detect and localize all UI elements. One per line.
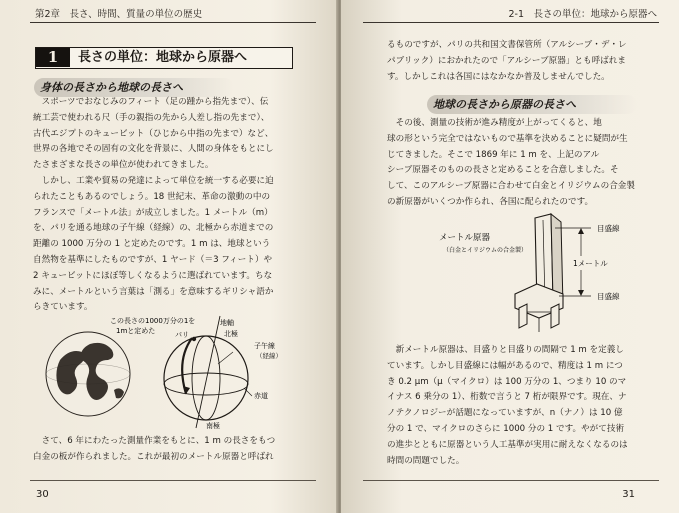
- text-line: 分の 1 で、マイクロのさらに 1000 分の 1 です。やがて技術: [387, 423, 625, 434]
- text-line: じてきました。そこで 1869 年に 1 m を、上記のアル: [387, 149, 600, 160]
- text-line: 球の形という完全ではないもので基準を決めることに疑問が生: [387, 133, 628, 144]
- text-line: 古代エジプトのキュービット（ひじから中指の先まで）など、: [33, 128, 274, 139]
- text-line: して、このアルシーブ原器に合わせて白金とイリジウムの合金製: [387, 181, 635, 192]
- page-number-right: 31: [622, 489, 635, 500]
- subheading-body-to-earth: 身体の長さから地球の長さへ: [34, 78, 234, 97]
- figure-subtitle-alloy: （白金とイリジウムの合金製）: [443, 247, 527, 254]
- label-one-meter: 1メートル: [573, 259, 608, 268]
- label-equator: 赤道: [254, 392, 268, 400]
- text-line: らきています。: [33, 302, 93, 313]
- text-line: さて、6 年にわたった測量作業をもとに、1 m の長さをもつ: [33, 436, 276, 446]
- text-line: イナス 6 乗分の 1）、桁数で言うと 7 桁が限界です。現在、ナ: [387, 392, 627, 403]
- header-rule-right: [363, 22, 659, 23]
- paragraph-precision-limits: [387, 343, 628, 469]
- paragraph-new-prototype: [387, 116, 635, 211]
- text-line: の進歩とともに原器という人工基準が実用に耐えなくなるのは: [387, 439, 628, 450]
- text-line: 統工芸で使われる尺（手の親指の先から人差し指の先まで）、: [33, 112, 270, 123]
- section-heading: [35, 47, 293, 69]
- text-line: みに、メートルという言葉は「測る」を意味するギリシャ語か: [33, 286, 274, 297]
- figure-note-line2: 1mと定めた: [116, 327, 156, 335]
- section-number: 1: [36, 48, 70, 67]
- page-number-left: 30: [36, 489, 49, 500]
- text-line: き 0.2 μm（μ（マイクロ）は 100 万分の 1、つまり 10 のマ: [387, 376, 627, 387]
- text-line: ています。しかし目盛線には幅があるので、精度は 1 m につ: [387, 360, 623, 371]
- text-line: るものですが、パリの共和国文書保管所（アルシーブ・デ・レ: [387, 40, 627, 50]
- section-title: 長さの単位：地球から原器へ: [78, 50, 248, 65]
- running-head-right: 2-1 長さの単位：地球から原器へ: [508, 9, 657, 20]
- label-paris: パリ: [175, 331, 189, 339]
- text-line: 2 キュービットにほぼ等しくなるように選ばれています。ちな: [33, 270, 273, 281]
- subheading-earth-to-prototype: 地球の長さから原器の長さへ: [427, 95, 637, 114]
- text-line: を、パリを通る地球の子午線（経線）の、北極から赤道までの: [33, 223, 274, 234]
- figure-note-line1: この長さの1000万分の1を: [110, 317, 196, 325]
- paragraph-archive-prototype: [387, 38, 627, 85]
- header-rule-left: [30, 22, 316, 23]
- text-line: す。しかしこれは各国にはなかなか普及しませんでした。: [387, 71, 610, 82]
- text-line: ノテクノロジーが話題になっていますが、n（ナノ）は 10 億: [387, 408, 623, 419]
- text-line: 距離の 1000 万分の 1 と定めたのです。1 m は、地球という: [33, 239, 271, 250]
- paragraph-platinum-bar: [33, 434, 275, 466]
- text-line: たさまざまな長さの単位が使われてきました。: [33, 160, 214, 171]
- meter-bar-illustration: [515, 214, 563, 332]
- text-line: の新原器がいくつか作られ、各国に配られたのです。: [387, 196, 594, 207]
- earth-meridian-figure: [30, 312, 320, 432]
- text-line: しかし、工業や貿易の発達によって単位を統一する必要に迫: [33, 176, 274, 186]
- text-line: 時間の問題でした。: [387, 455, 465, 466]
- label-meridian: 子午線: [254, 342, 275, 350]
- label-mark-line-top: 目盛線: [597, 224, 620, 233]
- text-line: 白金の板が作られました。これが最初のメートル原器と呼ばれ: [33, 451, 274, 462]
- label-mark-line-bottom: 目盛線: [597, 292, 620, 301]
- left-page: [0, 0, 338, 513]
- text-line: シーブ原器そのものの長さと定めることを合意しました。そ: [387, 165, 619, 176]
- footer-rule-left: [30, 480, 316, 481]
- paragraph-metric-system: [33, 174, 274, 316]
- footer-rule-right: [363, 480, 659, 481]
- label-meridian-sub: （経線）: [256, 352, 282, 360]
- text-line: 世界の各地でその固有の文化を背景に、人間の身体をもとにし: [33, 144, 274, 155]
- text-line: 新メートル原器は、目盛りと目盛りの間隔で 1 m を定義し: [387, 345, 624, 355]
- text-line: フランスで「メートル法」が成立しました。1 メートル（m）: [33, 207, 273, 218]
- figure-title-meter-prototype: メートル原器: [439, 233, 491, 243]
- meter-prototype-figure: [431, 212, 661, 340]
- label-north-pole: 北極: [224, 330, 238, 338]
- text-line: られたこともあるのでしょう。18 世紀末、革命の激動の中の: [33, 191, 271, 202]
- globe-map-illustration: [46, 332, 130, 416]
- text-line: 自然物を基準にしたものですが、1 ヤード（＝3 フィート）や: [33, 254, 273, 265]
- paragraph-body-units: [33, 95, 274, 174]
- text-line: パブリック）におかれたので「アルシーブ原器」とも呼ばれま: [387, 55, 626, 66]
- right-page: [341, 0, 679, 513]
- text-line: その後、測量の技術が進み精度が上がってくると、地: [387, 118, 602, 128]
- text-line: スポーツでおなじみのフィート（足の踵から指先まで）、伝: [33, 97, 269, 107]
- label-south-pole: 南極: [206, 422, 220, 430]
- label-earth-axis: 地軸: [220, 319, 234, 327]
- running-head-left: 第2章 長さ、時間、質量の単位の歴史: [35, 9, 203, 20]
